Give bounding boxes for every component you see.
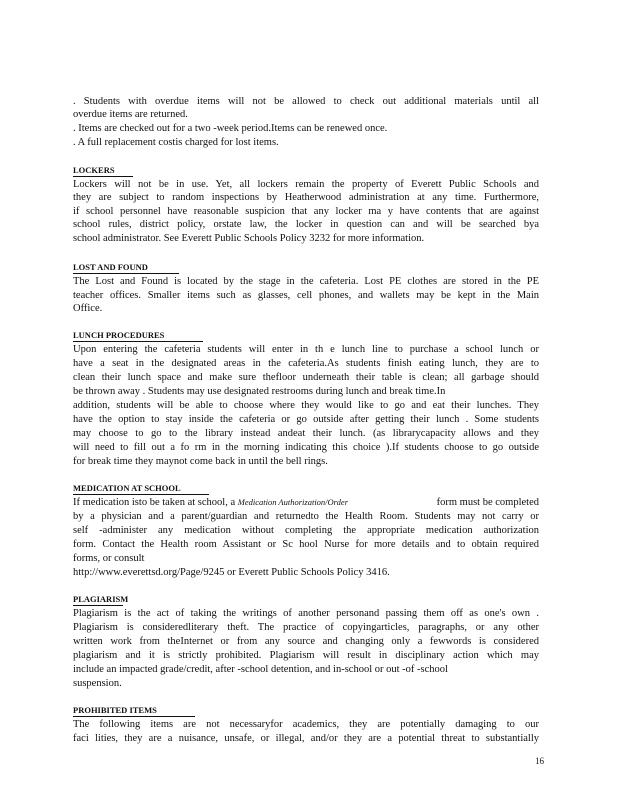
prohibited-line: The following items are not necessaryfor academics, they are potentially damaging to our — [73, 719, 539, 730]
medication-line: form. Contact the Health room Assistant or Sc hool Nurse for more details and to obtain required — [73, 539, 539, 550]
medication-policy-link-line[interactable]: http://www.everettsd.org/Page/9245 or Everett Public Schools Policy 3416. — [73, 567, 390, 578]
lost-found-line: teacher offices. Smaller items such as glasses, cell phones, and wallets may be kept in the Main — [73, 290, 539, 301]
lockers-line: they are subject to random inspections by Heatherwood administration at any time. Furthermore, — [73, 192, 539, 203]
lockers-line: if school personnel have reasonable suspicion that any locker ma y have contents that are against — [73, 206, 539, 217]
library-rule-overdue-cont: overdue items are returned. — [73, 109, 188, 120]
medication-heading: MEDICATION AT SCHOOL — [73, 483, 209, 495]
lost-found-line: The Lost and Found is located by the stage in the cafeteria. Lost PE clothes are stored in the PE — [73, 276, 539, 287]
medication-text: If medication isto be taken at school, a — [73, 497, 236, 508]
medication-line: self -administer any medication without completing the appropriate medication authorization — [73, 525, 539, 536]
prohibited-items-heading: PROHIBITED ITEMS — [73, 705, 195, 717]
lunch-line: addition, students will be able to choose where they would like to go and eat their lunches. They — [73, 400, 539, 411]
plagiarism-line: suspension. — [73, 678, 122, 689]
lunch-line: clean their lunch space and make sure thefloor underneath their table is clean; all garbage should — [73, 372, 539, 383]
lockers-line: school administrator. See Everett Public Schools Policy 3232 for more information. — [73, 233, 425, 244]
lockers-line: Lockers will not be in use. Yet, all lockers remain the property of Everett Public Schools and — [73, 179, 539, 190]
lost-found-heading: LOST AND FOUND — [73, 262, 179, 274]
lunch-line: be thrown away . Students may use designated restrooms during lunch and break time.In — [73, 386, 446, 397]
plagiarism-line: include an impacted grade/credit, after -school detention, and in-school or out -of -school — [73, 664, 448, 675]
library-rule-overdue: . Students with overdue items will not be allowed to check out additional materials until all — [73, 96, 539, 107]
plagiarism-line: Plagiarism is consideredliterary theft. The practice of copyingarticles, paragraphs, or any other — [73, 622, 539, 633]
medication-line: forms, or consult — [73, 553, 145, 564]
medication-line: by a physician and a parent/guardian and returnedto the Health Room. Students may not carry or — [73, 511, 539, 522]
library-rule-checkout-period: . Items are checked out for a two -week period.Items can be renewed once. — [73, 123, 388, 134]
lunch-line: have a seat in the designated areas in the cafeteria.As students finish eating lunch, they are to — [73, 358, 539, 369]
lockers-line: school rules, district policy, orstate law, the locker in question can and will be searched bya — [73, 219, 539, 230]
lunch-line: Upon entering the cafeteria students will enter in th e lunch line to purchase a school lunch or — [73, 344, 539, 355]
lunch-line: may choose to go to the library instead andeat their lunch. (as librarycapacity allows and they — [73, 428, 539, 439]
lunch-line: for break time they maynot come back in until the bell rings. — [73, 456, 328, 467]
plagiarism-line: Plagiarism is the act of taking the writings of another personand passing them off as one's own . — [73, 608, 539, 619]
lunch-line: have the option to stay inside the cafeteria or go outside after getting their lunch . Some students — [73, 414, 539, 425]
page-number: 16 — [535, 756, 544, 766]
lost-found-line: Office. — [73, 303, 103, 314]
lockers-heading: LOCKERS — [73, 165, 133, 177]
plagiarism-line: written work from theInternet or from any source and changing only a fewwords is considered — [73, 636, 539, 647]
authorization-form-name: Medication Authorization/Order — [237, 497, 349, 507]
medication-text: form must be completed — [436, 497, 539, 508]
medication-line-first — [73, 496, 539, 509]
plagiarism-line: plagiarism and it is strictly prohibited. Plagiarism will result in disciplinary action which may — [73, 650, 539, 661]
prohibited-line: faci lities, they are a nuisance, unsafe, or illegal, and/or they are a potential threat to substantially — [73, 733, 539, 744]
lunch-heading: LUNCH PROCEDURES — [73, 330, 203, 342]
library-rule-replacement: . A full replacement costis charged for lost items. — [73, 137, 279, 148]
plagiarism-heading: PLAGIARISM — [73, 594, 129, 604]
lunch-line: will need to fill out a fo rm in the morning indicating this choice ).If students choose to go outside — [73, 442, 539, 453]
